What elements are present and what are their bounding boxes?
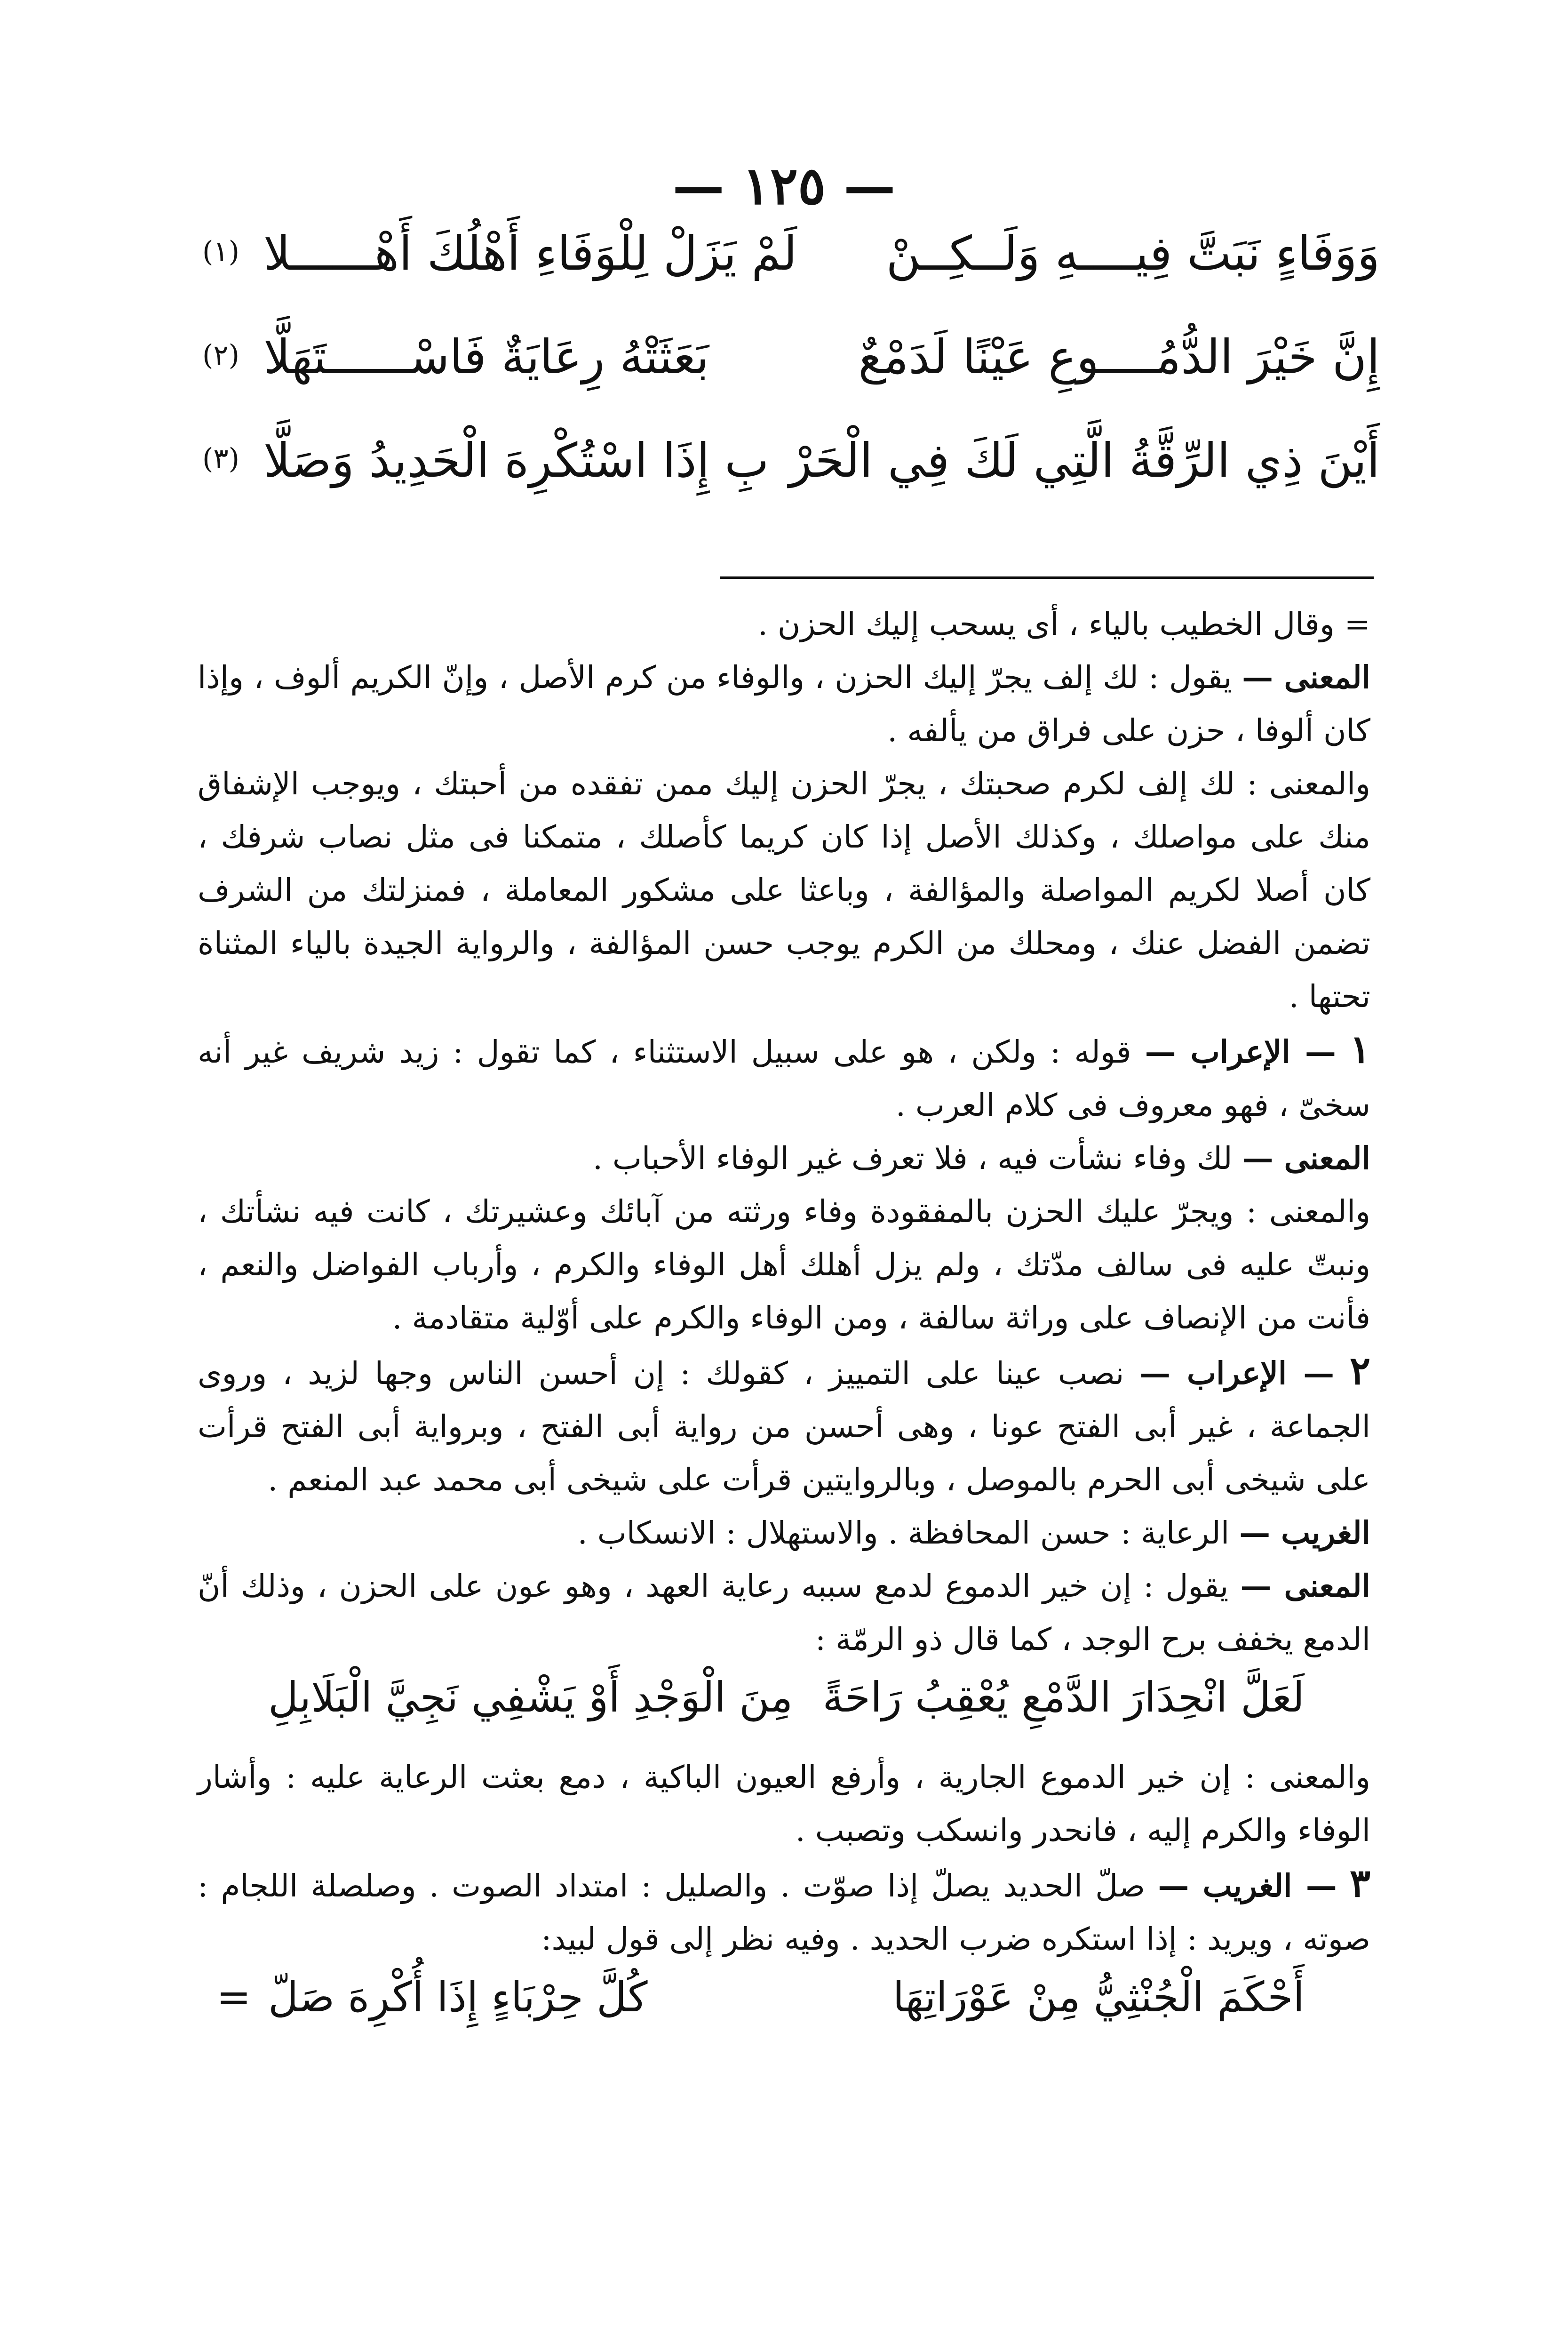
paragraph-text: لك وفاء نشأت فيه ، فلا تعرف غير الوفاء الأحباب .	[592, 1140, 1233, 1176]
verse-3	[202, 433, 1380, 536]
verse-second-hemistich: لَمْ يَزَلْ لِلْوَفَاءِ أَهْلُكَ أَهْــــــلا	[263, 226, 797, 281]
paragraph-text: صلّ الحديد يصلّ إذا صوّت . والصليل : امتداد الصوت . وصلصلة اللجام : صوته ، ويريد : إذا استكره ضرب الحديد . وفيه نظر إلى قول لبيد:	[198, 1868, 1370, 1957]
commentary-paragraph: والمعنى : لك إلف لكرم صحبتك ، يجرّ الحزن إليك ممن تفقده من أحبتك ، ويوجب الإشفاق منك على مواصلك ، وكذلك الأصل إذا كان كريما كأصلك ، متمكنا فى مثل نصاب شرفك ، كان أصلا لكريم المواصلة والمؤالفة ، وباعثا على مشكور المعاملة ، فمنزلتك من الشرف تضمن الفضل عنك ، ومحلك من الكرم يوجب حسن المؤالفة ، والرواية الجيدة بالياء المثناة تحتها .	[198, 766, 1370, 1015]
section-label: — الإعراب —	[1145, 1033, 1336, 1070]
page-number: — ١٢٥ —	[672, 155, 896, 216]
paragraph-text: الرعاية : حسن المحافظة . والاستهلال : الانسكاب .	[577, 1515, 1230, 1551]
quoted-verse-second-hemistich: مِنَ الْوَجْدِ أَوْ يَشْفِي نَجِيَّ الْبَلَابِلِ	[268, 1673, 793, 1721]
quoted-verse-first-hemistich: لَعَلَّ انْحِدَارَ الدَّمْعِ يُعْقِبُ رَاحَةً	[822, 1673, 1305, 1721]
separator-rule	[720, 576, 1374, 579]
poem-verses	[202, 226, 1380, 536]
footnote-marker: (٢)	[202, 339, 240, 372]
verse-2	[202, 329, 1380, 433]
paragraph-text: يقول : لك إلف يجرّ إليك الحزن ، والوفاء من كرم الأصل ، وإنّ الكريم ألوف ، وإذا كان ألوفا ، حزن على فراق من يألفه .	[198, 659, 1370, 749]
continuation-mark: =	[216, 1973, 251, 2021]
note-number: ١	[1349, 1027, 1371, 1072]
section-label: — الغريب —	[1158, 1867, 1337, 1904]
paragraph-text: يقول : إن خير الدموع لدمع سببه رعاية العهد ، وهو عون على الحزن ، وذلك أنّ الدمع يخفف برح الوجد ، كما قال ذو الرمّة :	[198, 1568, 1370, 1657]
verse-first-hemistich: أَيْنَ ذِي الرِّقَّةُ الَّتِي لَكَ فِي الْحَرْ	[789, 433, 1380, 488]
commentary-paragraph	[198, 1560, 1370, 1666]
section-label: المعنى —	[1242, 659, 1370, 696]
quoted-verse-second-hemistich: كُلَّ حِرْبَاءٍ إِذَا أُكْرِهَ صَلّ	[268, 1973, 648, 2021]
commentary-paragraph: والمعنى : ويجرّ عليك الحزن بالمفقودة وفاء ورثته من آبائك وعشيرتك ، كانت فيه نشأتك ، ونبتّ عليه فى سالف مدّتك ، ولم يزل أهلك أهل الوفاء والكرم ، وأرباب الفواضل والنعم ، فأنت من الإنصاف على وراثة سالفة ، ومن الوفاء والكرم على أوّلية متقادمة .	[198, 1193, 1370, 1336]
section-label: المعنى —	[1240, 1568, 1370, 1604]
commentary-paragraph	[198, 651, 1370, 757]
note-number: ٢	[1349, 1348, 1371, 1393]
verse-1	[202, 226, 1380, 329]
commentary-paragraph: = وقال الخطيب بالياء ، أى يسحب إليك الحزن .	[757, 606, 1370, 642]
footnote-marker: (١)	[202, 235, 240, 268]
paragraph-text: قوله : ولكن ، هو على سبيل الاستثناء ، كما تقول : زيد شريف غير أنه سخىّ ، فهو معروف فى كلام العرب .	[198, 1034, 1370, 1123]
verse-second-hemistich: بَعَثَتْهُ رِعَايَةٌ فَاسْــــــتَهَلَّا	[263, 329, 709, 384]
commentary	[198, 598, 1370, 2050]
commentary-paragraph: والمعنى : إن خير الدموع الجارية ، وأرفع العيون الباكية ، دمع بعثت الرعاية عليه : وأشار الوفاء والكرم إليه ، فانحدر وانسكب وتصبب .	[198, 1759, 1370, 1848]
footnote-marker: (٣)	[202, 442, 240, 475]
quoted-verse-first-hemistich: أَحْكَمَ الْجُنْثِيُّ مِنْ عَوْرَاتِهَا	[892, 1973, 1305, 2021]
note-number: ٣	[1349, 1861, 1370, 1906]
verse-first-hemistich: وَوَفَاءٍ نَبَتَّ فِيــــهِ وَلَــكِــنْ	[886, 226, 1380, 281]
quoted-verse	[198, 1966, 1370, 2050]
section-label: المعنى —	[1242, 1140, 1370, 1176]
commentary-paragraph	[198, 1344, 1370, 1506]
commentary-paragraph	[198, 1132, 1370, 1185]
quoted-verse	[198, 1666, 1370, 1751]
commentary-paragraph	[198, 1506, 1370, 1560]
commentary-paragraph	[198, 1023, 1370, 1132]
section-label: الغريب —	[1239, 1514, 1370, 1551]
paragraph-text: نصب عينا على التمييز ، كقولك : إن أحسن الناس وجها لزيد ، وروى الجماعة ، غير أبى الفتح عونا ، وهى أحسن من رواية أبى الفتح ، وبرواية أبى الفتح قرأت على شيخى أبى الحرم بالموصل ، وبالروايتين قرأت على شيخى أبى محمد عبد المنعم .	[198, 1355, 1370, 1498]
verse-first-hemistich: إِنَّ خَيْرَ الدُّمُــــوعِ عَيْنًا لَدَمْعٌ	[858, 329, 1380, 384]
section-label: — الإعراب —	[1139, 1355, 1335, 1392]
commentary-paragraph	[198, 1857, 1370, 1966]
verse-second-hemistich: بِ إِذَا اسْتُكْرِهَ الْحَدِيدُ وَصَلَّا	[263, 433, 769, 488]
